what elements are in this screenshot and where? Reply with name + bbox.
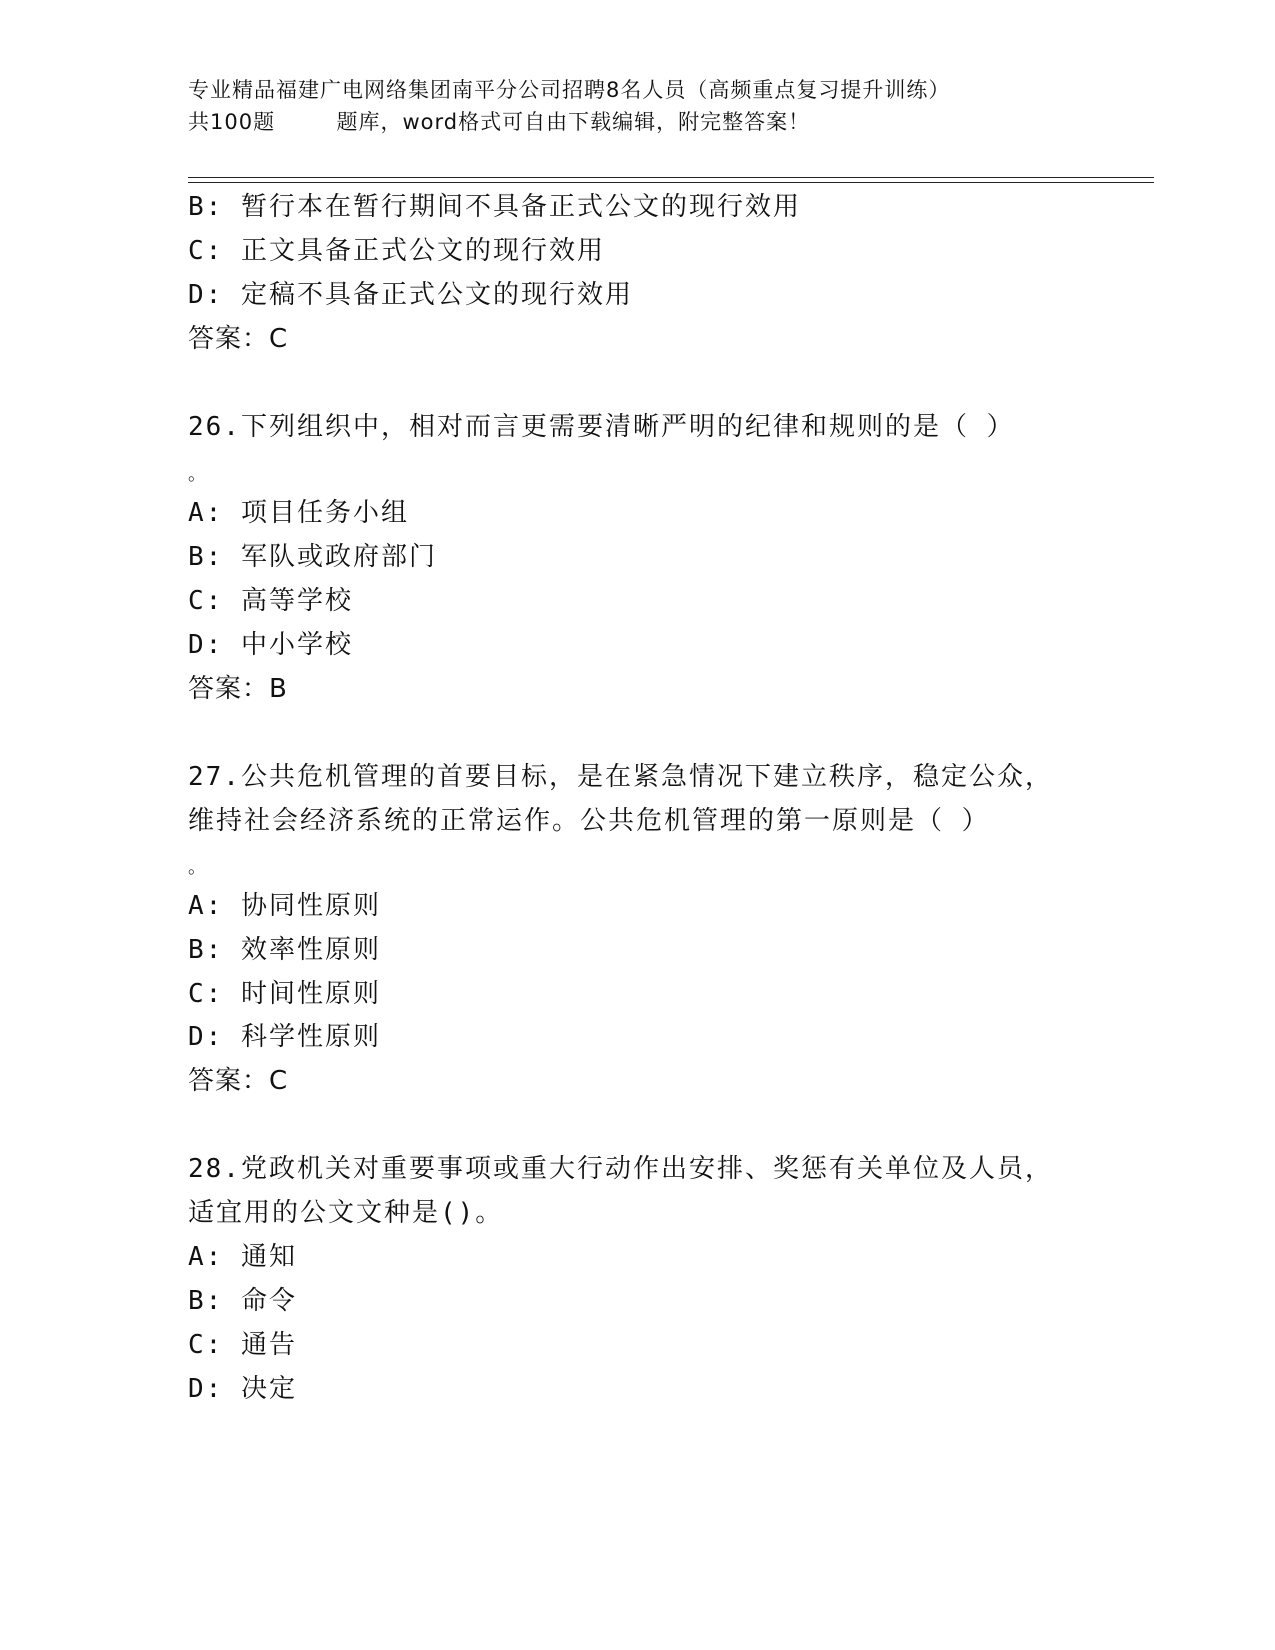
q27-option-c: C: 时间性原则 <box>188 979 381 1009</box>
q27-option-d: D: 科学性原则 <box>188 1022 381 1052</box>
q26-option-b: B: 军队或政府部门 <box>188 542 437 572</box>
q27-stem-line2: 维持社会经济系统的正常运作。公共危机管理的第一原则是（ ） <box>188 806 990 836</box>
q28-stem-line1: 28.党政机关对重要事项或重大行动作出安排、奖惩有关单位及人员， <box>188 1154 1053 1184</box>
q26-stem: 26.下列组织中，相对而言更需要清晰严明的纪律和规则的是（ ） <box>188 412 1015 442</box>
q28-option-b: B: 命令 <box>188 1286 297 1316</box>
q26-option-a: A: 项目任务小组 <box>188 498 409 528</box>
header-title: 专业精品福建广电网络集团南平分公司招聘8名人员（高频重点复习提升训练） <box>188 78 951 102</box>
q27-stem-line1: 27.公共危机管理的首要目标，是在紧急情况下建立秩序，稳定公众， <box>188 762 1053 792</box>
q27-answer: 答案：C <box>188 1066 289 1096</box>
q25-option-b: B: 暂行本在暂行期间不具备正式公文的现行效用 <box>188 192 801 222</box>
q25-option-d: D: 定稿不具备正式公文的现行效用 <box>188 280 633 310</box>
q26-option-c: C: 高等学校 <box>188 586 353 616</box>
q27-option-b: B: 效率性原则 <box>188 935 381 965</box>
q25-option-c: C: 正文具备正式公文的现行效用 <box>188 236 605 266</box>
q26-option-d: D: 中小学校 <box>188 630 353 660</box>
q28-option-a: A: 通知 <box>188 1242 297 1272</box>
header-subtitle: 共100题 题库，word格式可自由下载编辑，附完整答案！ <box>188 110 811 134</box>
q25-answer: 答案：C <box>188 324 289 354</box>
q27-option-a: A: 协同性原则 <box>188 891 381 921</box>
q26-answer: 答案：B <box>188 674 288 704</box>
q28-stem-line2: 适宜用的公文文种是()。 <box>188 1198 504 1228</box>
q27-stem-end: 。 <box>188 857 208 878</box>
q26-stem-end: 。 <box>188 464 208 485</box>
header-divider-bottom <box>188 182 1154 183</box>
document-header <box>188 74 1088 138</box>
header-divider-top <box>188 177 1154 178</box>
q28-option-d: D: 决定 <box>188 1374 297 1404</box>
q28-option-c: C: 通告 <box>188 1330 297 1360</box>
